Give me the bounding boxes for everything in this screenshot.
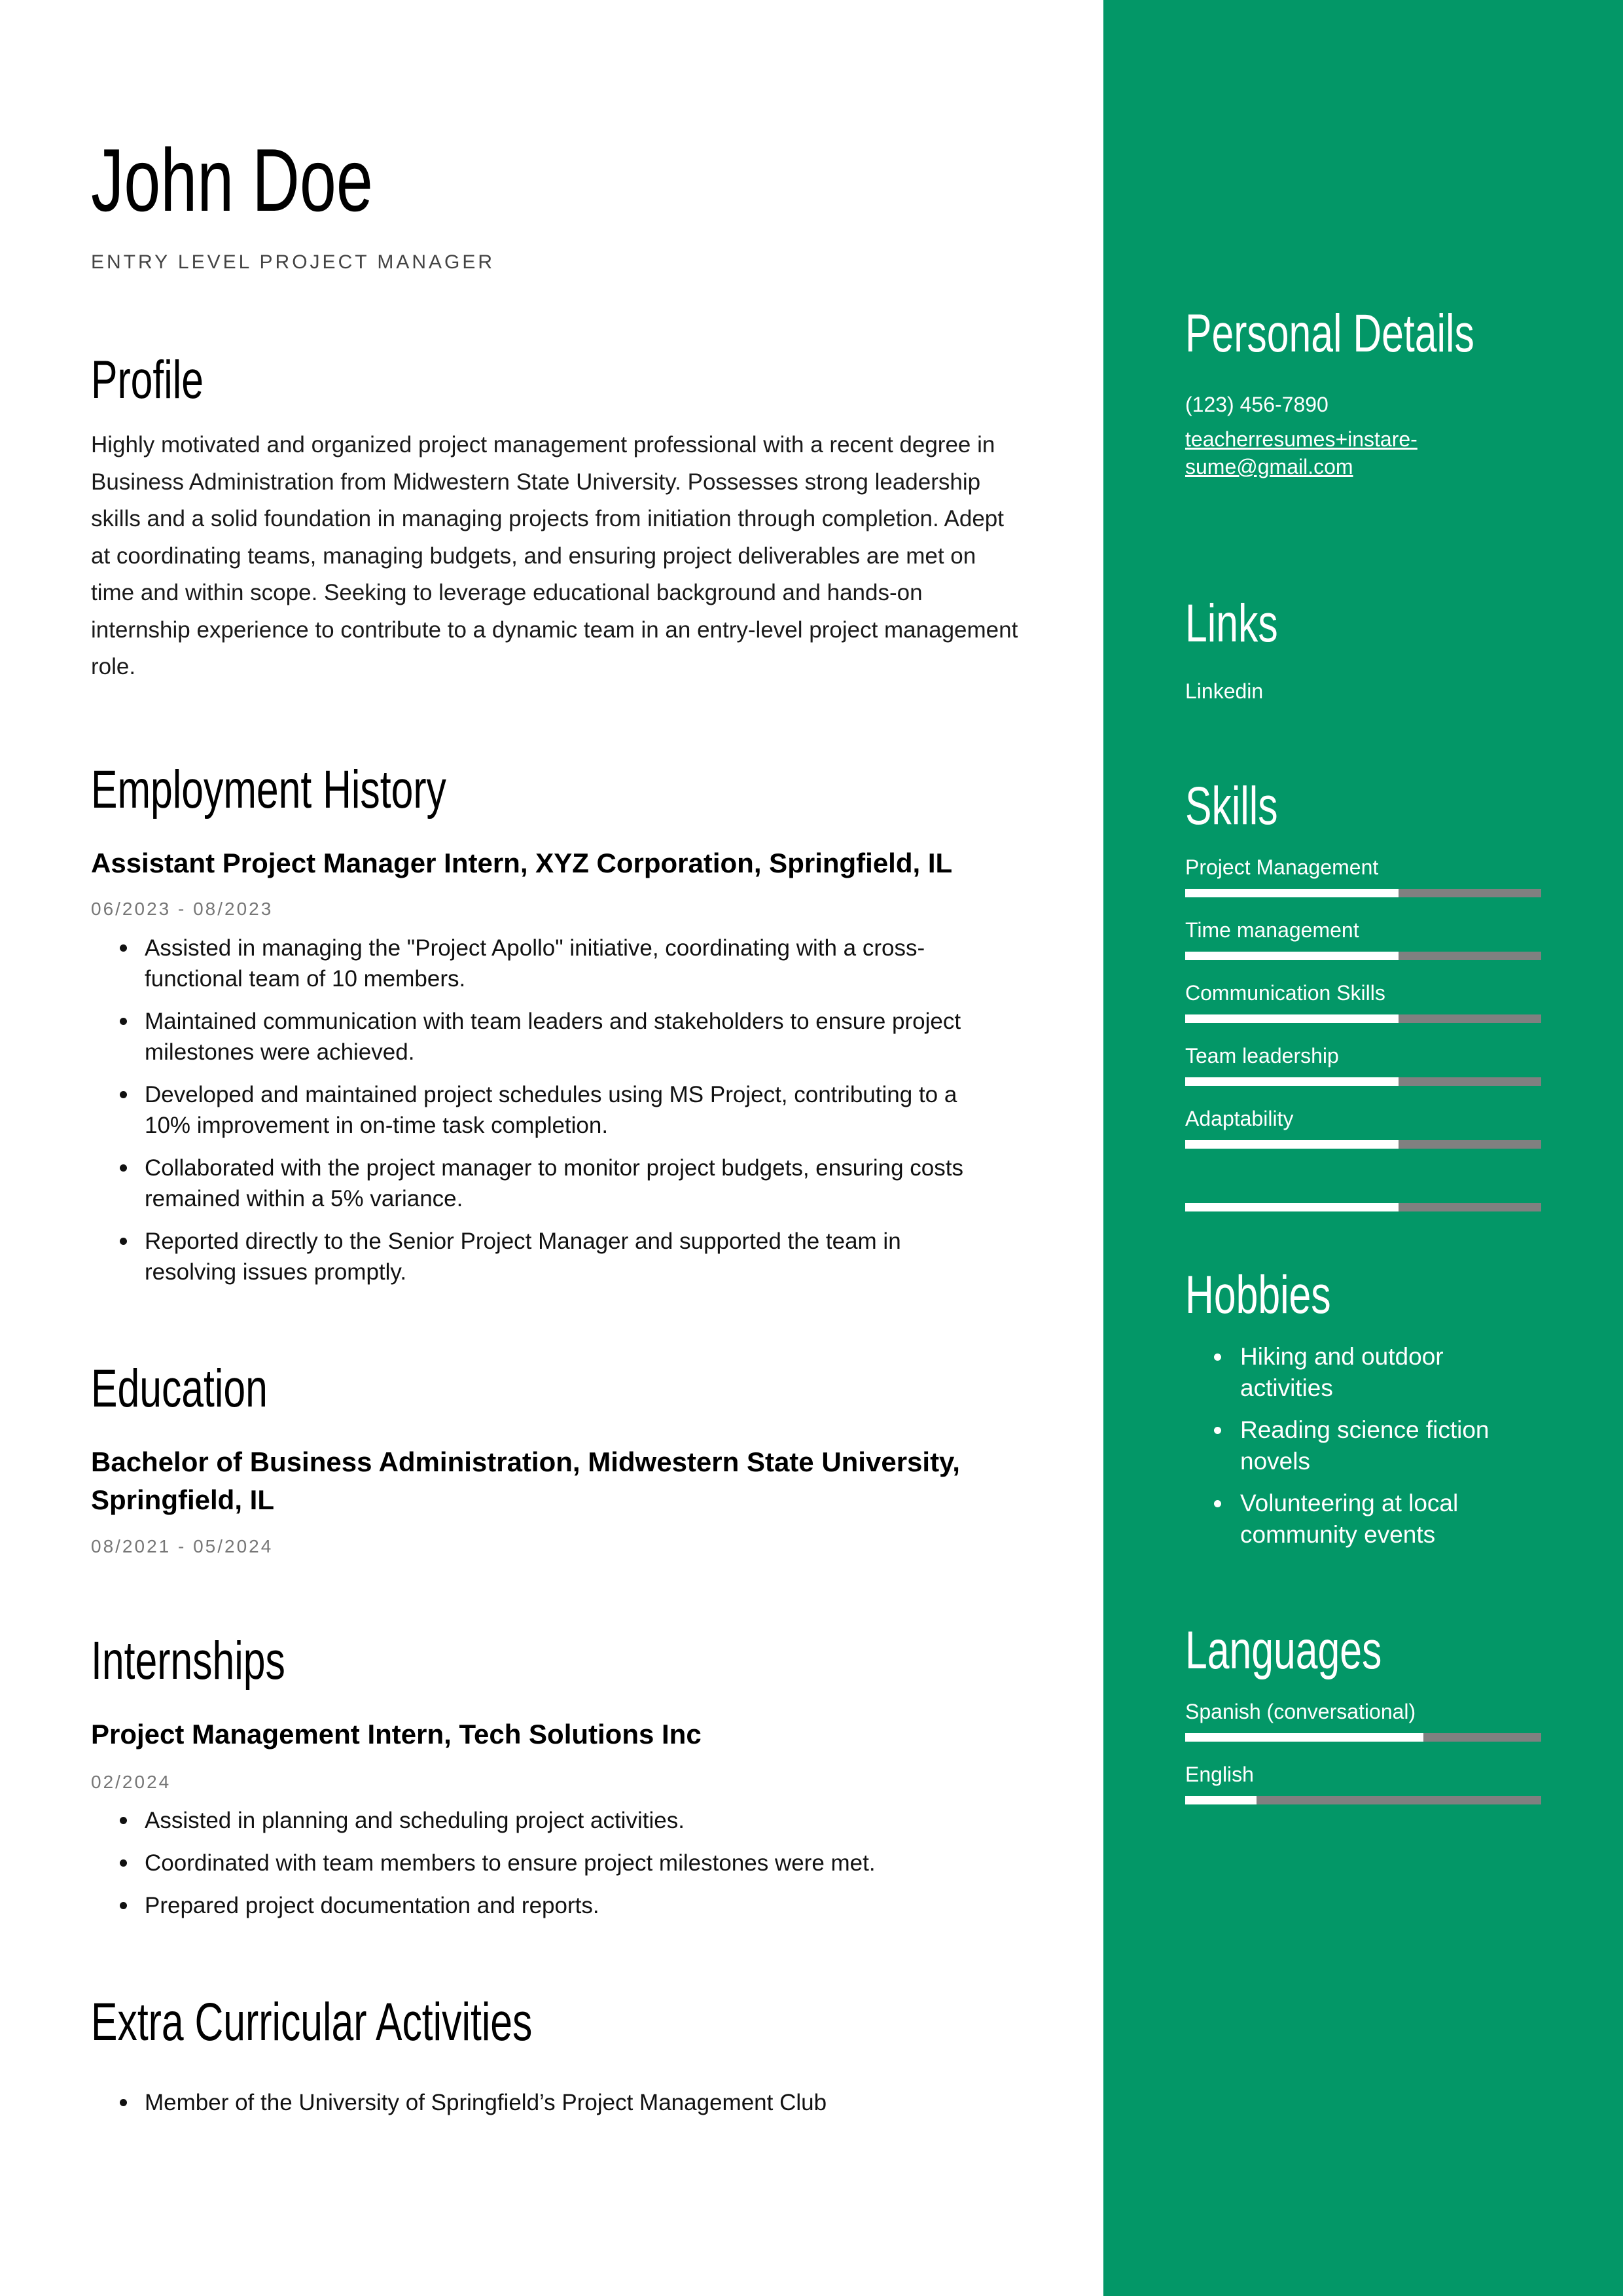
- heading-text: Internships: [91, 1631, 285, 1691]
- skills-heading: [1185, 775, 1310, 838]
- heading-text: Profile: [91, 350, 204, 410]
- heading-text: Education: [91, 1359, 268, 1418]
- languages-heading: [1185, 1619, 1451, 1682]
- job-title: ENTRY LEVEL PROJECT MANAGER: [91, 251, 495, 273]
- skill-level-bar-fill: [1185, 952, 1399, 960]
- education-dates: 08/2021 - 05/2024: [91, 1536, 274, 1556]
- internship-bullets: [91, 1805, 981, 1933]
- profile-heading: [91, 349, 243, 412]
- skill-level-bar-fill: [1185, 1014, 1399, 1023]
- skill-label: Time management: [1185, 918, 1359, 942]
- list-item: Collaborated with the project manager to monitor project budgets, ensuring costs remained within a 5% variance.: [91, 1153, 981, 1214]
- list-item: Assisted in managing the "Project Apollo" initiative, coordinating with a cross-functional team of 10 members.: [91, 933, 981, 994]
- phone-number: (123) 456-7890: [1185, 393, 1329, 416]
- skill-level-bar-fill: [1185, 1140, 1399, 1149]
- employment-heading: [91, 759, 571, 821]
- skill-label: Adaptability: [1185, 1107, 1294, 1130]
- skill-level-bar: [1185, 1014, 1541, 1023]
- hobbies-list: [1185, 1341, 1525, 1561]
- skill-level-bar-fill: [1185, 1203, 1399, 1211]
- email-line-1[interactable]: teacherresumes+instare-: [1185, 427, 1418, 451]
- heading-text: Hobbies: [1185, 1265, 1331, 1325]
- sidebar: [1103, 0, 1623, 2296]
- job-dates: 06/2023 - 08/2023: [91, 899, 274, 919]
- skill-label: Project Management: [1185, 855, 1379, 879]
- list-item: Developed and maintained project schedules using MS Project, contributing to a 10% improvement in on-time task completion.: [91, 1079, 981, 1141]
- list-item: Reported directly to the Senior Project Manager and supported the team in resolving issues promptly.: [91, 1226, 981, 1287]
- email-link[interactable]: [1185, 425, 1418, 480]
- list-item: Reading science fiction novels: [1185, 1414, 1525, 1477]
- language-label: English: [1185, 1763, 1254, 1786]
- profile-text: Highly motivated and organized project management professional with a recent degree in Business Administration from Midwestern State University. Possesses strong leadership skills and a solid foundation in managing projects from initiation through completion. Adept at coordinating teams, managing budgets, and ensuring project deliverables are met on time and within scope. Seeking to leverage educational background and hands-on internship experience to contribute to a dynamic team in an entry-level project management role.: [91, 432, 1018, 679]
- language-level-bar-fill: [1185, 1733, 1423, 1742]
- extracurricular-heading: [91, 1991, 687, 2054]
- degree-entry: Bachelor of Business Administration, Midwestern State University, Springfield, IL: [91, 1446, 960, 1515]
- email-line-2[interactable]: sume@gmail.com: [1185, 455, 1353, 478]
- personal-details-heading: [1185, 302, 1576, 365]
- language-level-bar: [1185, 1796, 1541, 1804]
- list-item: Assisted in planning and scheduling project activities.: [91, 1805, 981, 1836]
- skill-level-bar: [1185, 1077, 1541, 1086]
- internships-heading: [91, 1630, 353, 1693]
- extracurricular-bullets: [91, 2087, 981, 2130]
- job-title-entry: Assistant Project Manager Intern, XYZ Corporation, Springfield, IL: [91, 848, 953, 878]
- heading-text: Links: [1185, 594, 1278, 653]
- list-item: Member of the University of Springfield’s Project Management Club: [91, 2087, 981, 2118]
- heading-text: Employment History: [91, 760, 446, 819]
- skill-label: Team leadership: [1185, 1044, 1339, 1067]
- skill-level-bar-fill: [1185, 1077, 1399, 1086]
- internship-dates: 02/2024: [91, 1772, 171, 1792]
- language-level-bar-fill: [1185, 1796, 1257, 1804]
- list-item: Volunteering at local community events: [1185, 1488, 1525, 1551]
- list-item: Maintained communication with team leaders and stakeholders to ensure project milestones were achieved.: [91, 1006, 981, 1067]
- list-item: Prepared project documentation and reports.: [91, 1890, 981, 1921]
- candidate-name: [91, 131, 472, 229]
- skill-label: Communication Skills: [1185, 981, 1385, 1005]
- linkedin-link[interactable]: Linkedin: [1185, 679, 1264, 703]
- skill-level-bar-fill: [1185, 889, 1399, 897]
- skill-level-bar: [1185, 889, 1541, 897]
- hobbies-heading: [1185, 1264, 1382, 1327]
- skill-level-bar: [1185, 1140, 1541, 1149]
- links-heading: [1185, 592, 1310, 655]
- skill-level-bar: [1185, 1203, 1541, 1211]
- language-level-bar: [1185, 1733, 1541, 1742]
- heading-text: Personal Details: [1185, 304, 1474, 363]
- heading-text: Skills: [1185, 776, 1278, 836]
- list-item: Coordinated with team members to ensure project milestones were met.: [91, 1848, 981, 1878]
- language-label: Spanish (conversational): [1185, 1700, 1416, 1723]
- education-heading: [91, 1357, 330, 1420]
- name-text: John Doe: [91, 130, 373, 230]
- heading-text: Languages: [1185, 1621, 1382, 1680]
- skill-level-bar: [1185, 952, 1541, 960]
- job-bullets: [91, 933, 981, 1299]
- internship-title: Project Management Intern, Tech Solutions Inc: [91, 1719, 702, 1749]
- list-item: Hiking and outdoor activities: [1185, 1341, 1525, 1404]
- heading-text: Extra Curricular Activities: [91, 1992, 533, 2052]
